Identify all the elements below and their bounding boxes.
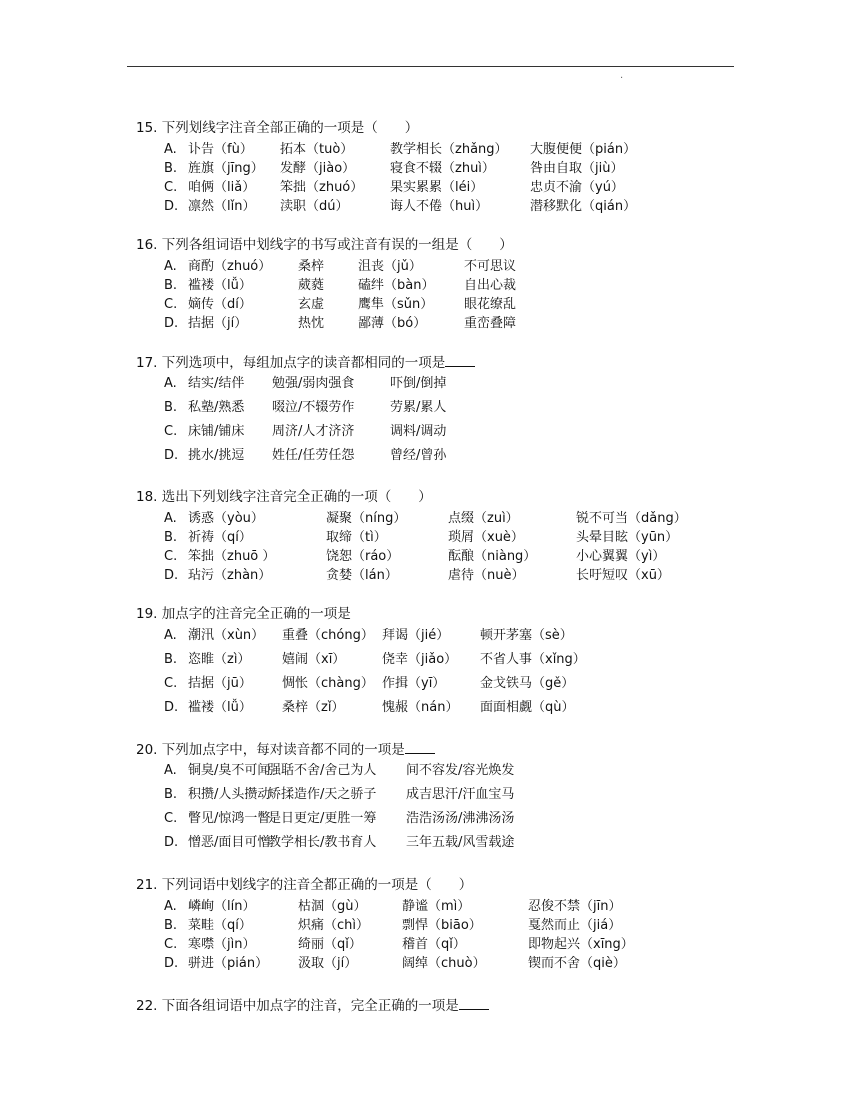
question-stem bbox=[136, 741, 435, 758]
option-letter: B. bbox=[164, 278, 178, 293]
option-item: 笨拙（zhuó） bbox=[280, 180, 364, 195]
option-letter: A. bbox=[164, 259, 177, 274]
option-item: 点缀（zuì） bbox=[448, 511, 519, 526]
option-item: 嶙峋（lín） bbox=[188, 899, 256, 914]
option-item: 剽悍（biāo） bbox=[402, 918, 482, 933]
option-item: 面面相觑（qù） bbox=[480, 700, 575, 715]
option-row[interactable] bbox=[136, 530, 736, 548]
question-stem bbox=[136, 877, 472, 893]
option-letter: B. bbox=[164, 652, 178, 667]
option-letter: C. bbox=[164, 811, 178, 826]
option-item: 凝聚（níng） bbox=[326, 511, 407, 526]
option-row[interactable] bbox=[136, 278, 736, 296]
option-letter: C. bbox=[164, 937, 178, 952]
option-item: 矫揉造作/天之骄子 bbox=[268, 787, 377, 802]
option-row[interactable] bbox=[136, 316, 736, 334]
option-item: 潮汛（xùn） bbox=[188, 628, 265, 643]
option-item: 琐屑（xuè） bbox=[448, 530, 524, 545]
option-row[interactable] bbox=[136, 448, 736, 466]
option-letter: B. bbox=[164, 918, 178, 933]
option-item: 绮丽（qǐ） bbox=[298, 937, 362, 952]
option-item: 拮据（jí） bbox=[188, 316, 248, 331]
option-item: 桑梓 bbox=[298, 259, 325, 274]
option-item: 褴褛（lǚ） bbox=[188, 278, 252, 293]
option-item: 咱俩（liǎ） bbox=[188, 180, 256, 195]
option-item: 忍俊不禁（jīn） bbox=[528, 899, 622, 914]
option-item: 咎由自取（jiù） bbox=[530, 161, 624, 176]
option-letter: B. bbox=[164, 787, 178, 802]
option-row[interactable] bbox=[136, 787, 736, 805]
option-row[interactable] bbox=[136, 700, 736, 718]
option-item: 菜畦（qí） bbox=[188, 918, 252, 933]
option-item: 浩浩汤汤/沸沸汤汤 bbox=[406, 811, 515, 826]
option-item: 姓任/任劳任怨 bbox=[272, 448, 355, 463]
option-item: 憎恶/面目可憎 bbox=[188, 835, 271, 850]
option-item: 眼花缭乱 bbox=[464, 297, 517, 312]
option-item: 玄虚 bbox=[298, 297, 325, 312]
answer-blank[interactable] bbox=[405, 741, 435, 754]
option-item: 铜臭/臭不可闻 bbox=[188, 763, 271, 778]
option-item: 三年五载/风雪载途 bbox=[406, 835, 515, 850]
option-row[interactable] bbox=[136, 142, 736, 160]
answer-blank[interactable] bbox=[459, 997, 489, 1010]
option-row[interactable] bbox=[136, 937, 736, 955]
option-item: 嫡传（dí） bbox=[188, 297, 252, 312]
option-letter: C. bbox=[164, 297, 178, 312]
option-item: 忠贞不渝（yú） bbox=[530, 180, 624, 195]
question-stem bbox=[136, 606, 351, 622]
option-letter: D. bbox=[164, 956, 179, 971]
question-stem-text: 15. 下列划线字注音全部正确的一项是（ ） bbox=[136, 120, 419, 136]
option-letter: A. bbox=[164, 628, 177, 643]
question-stem-text: 20. 下列加点字中，每对读音都不同的一项是 bbox=[136, 742, 405, 758]
option-row[interactable] bbox=[136, 549, 736, 567]
question-stem-text: 19. 加点字的注音完全正确的一项是 bbox=[136, 606, 351, 622]
option-item: 拜谒（jié） bbox=[382, 628, 450, 643]
option-item: 虐待（nuè） bbox=[448, 568, 525, 583]
option-letter: B. bbox=[164, 400, 178, 415]
option-letter: D. bbox=[164, 448, 179, 463]
option-row[interactable] bbox=[136, 376, 736, 394]
option-item: 惆怅（chàng） bbox=[282, 676, 374, 691]
question-stem-text: 17. 下列选项中，每组加点字的读音都相同的一项是 bbox=[136, 355, 446, 371]
option-letter: A. bbox=[164, 899, 177, 914]
option-item: 小心翼翼（yì） bbox=[576, 549, 666, 564]
option-item: 是日更定/更胜一筹 bbox=[268, 811, 377, 826]
option-letter: D. bbox=[164, 199, 179, 214]
option-item: 静谧（mì） bbox=[402, 899, 471, 914]
option-row[interactable] bbox=[136, 918, 736, 936]
question-stem bbox=[136, 237, 513, 253]
option-item: 床铺/铺床 bbox=[188, 424, 245, 439]
option-item: 愧赧（nán） bbox=[382, 700, 459, 715]
option-letter: A. bbox=[164, 376, 177, 391]
option-item: 勉强/弱肉强食 bbox=[272, 376, 355, 391]
option-item: 啜泣/不辍劳作 bbox=[272, 400, 355, 415]
question-stem-text: 21. 下列词语中划线字的注音全都正确的一项是（ ） bbox=[136, 877, 473, 893]
header-mark: . bbox=[620, 70, 624, 81]
option-item: 戛然而止（jiá） bbox=[528, 918, 622, 933]
option-item: 恣睢（zì） bbox=[188, 652, 251, 667]
option-item: 不省人事（xǐng） bbox=[480, 652, 586, 667]
option-item: 葳蕤 bbox=[298, 278, 325, 293]
option-item: 拮据（jū） bbox=[188, 676, 252, 691]
option-item: 诲人不倦（huì） bbox=[390, 199, 489, 214]
option-letter: B. bbox=[164, 161, 178, 176]
option-item: 嬉闹（xī） bbox=[282, 652, 346, 667]
option-letter: D. bbox=[164, 835, 179, 850]
option-item: 玷污（zhàn） bbox=[188, 568, 272, 583]
option-item: 阔绰（chuò） bbox=[402, 956, 486, 971]
option-item: 长吁短叹（xū） bbox=[576, 568, 670, 583]
option-item: 拓本（tuò） bbox=[280, 142, 354, 157]
option-row[interactable] bbox=[136, 259, 736, 277]
option-item: 调料/调动 bbox=[390, 424, 447, 439]
option-item: 自出心裁 bbox=[464, 278, 517, 293]
option-row[interactable] bbox=[136, 199, 736, 217]
option-item: 金戈铁马（gě） bbox=[480, 676, 575, 691]
option-item: 周济/人才济济 bbox=[272, 424, 355, 439]
option-item: 讣告（fù） bbox=[188, 142, 253, 157]
option-item: 潜移默化（qián） bbox=[530, 199, 637, 214]
option-item: 桑梓（zǐ） bbox=[282, 700, 345, 715]
option-item: 褴褛（lǚ） bbox=[188, 700, 252, 715]
option-letter: A. bbox=[164, 142, 177, 157]
option-letter: C. bbox=[164, 424, 178, 439]
option-item: 强聒不舍/舍己为人 bbox=[268, 763, 377, 778]
option-row[interactable] bbox=[136, 424, 736, 442]
option-letter: A. bbox=[164, 511, 177, 526]
option-item: 成吉思汗/汗血宝马 bbox=[406, 787, 515, 802]
option-item: 发酵（jiào） bbox=[280, 161, 356, 176]
option-row[interactable] bbox=[136, 400, 736, 418]
option-item: 酝酿（niàng） bbox=[448, 549, 537, 564]
question-stem-text: 18. 选出下列划线字注音完全正确的一项（ ） bbox=[136, 489, 432, 505]
option-item: 锲而不舍（qiè） bbox=[528, 956, 626, 971]
option-row[interactable] bbox=[136, 811, 736, 829]
option-item: 祈祷（qí） bbox=[188, 530, 252, 545]
option-item: 渎职（dú） bbox=[280, 199, 349, 214]
option-row[interactable] bbox=[136, 676, 736, 694]
option-item: 贪婪（lán） bbox=[326, 568, 398, 583]
option-item: 即物起兴（xīng） bbox=[528, 937, 634, 952]
option-item: 磕绊（bàn） bbox=[358, 278, 435, 293]
question-stem bbox=[136, 997, 489, 1014]
option-item: 寒噤（jìn） bbox=[188, 937, 256, 952]
option-item: 结实/结伴 bbox=[188, 376, 245, 391]
option-letter: D. bbox=[164, 700, 179, 715]
option-item: 顿开茅塞（sè） bbox=[480, 628, 573, 643]
header-rule bbox=[127, 66, 734, 67]
option-item: 凛然（lǐn） bbox=[188, 199, 256, 214]
option-item: 作揖（yī） bbox=[382, 676, 446, 691]
option-row[interactable] bbox=[136, 652, 736, 670]
option-item: 锐不可当（dǎng） bbox=[576, 511, 687, 526]
question-stem-text: 16. 下列各组词语中划线字的书写或注音有误的一组是（ ） bbox=[136, 237, 513, 253]
option-item: 寝食不辍（zhuì） bbox=[390, 161, 495, 176]
option-letter: B. bbox=[164, 530, 178, 545]
option-item: 劳累/累人 bbox=[390, 400, 447, 415]
option-letter: C. bbox=[164, 676, 178, 691]
option-row[interactable] bbox=[136, 180, 736, 198]
option-row[interactable] bbox=[136, 956, 736, 974]
option-row[interactable] bbox=[136, 161, 736, 179]
option-item: 教学相长（zhǎng） bbox=[390, 142, 508, 157]
answer-blank[interactable] bbox=[445, 354, 475, 367]
option-item: 沮丧（jǔ） bbox=[358, 259, 422, 274]
option-item: 枯涸（gù） bbox=[298, 899, 367, 914]
option-letter: A. bbox=[164, 763, 177, 778]
option-item: 瞥见/惊鸿一瞥 bbox=[188, 811, 271, 826]
option-item: 诱惑（yòu） bbox=[188, 511, 264, 526]
option-row[interactable] bbox=[136, 511, 736, 529]
option-item: 大腹便便（pián） bbox=[530, 142, 637, 157]
option-item: 旌旗（jīng） bbox=[188, 161, 264, 176]
option-item: 教学相长/教书育人 bbox=[268, 835, 377, 850]
option-row[interactable] bbox=[136, 763, 736, 781]
option-item: 鄙薄（bó） bbox=[358, 316, 427, 331]
option-row[interactable] bbox=[136, 297, 736, 315]
option-item: 饶恕（ráo） bbox=[326, 549, 400, 564]
option-row[interactable] bbox=[136, 835, 736, 853]
option-item: 积攒/人头攒动 bbox=[188, 787, 271, 802]
option-letter: C. bbox=[164, 549, 178, 564]
option-item: 笨拙（zhuō ） bbox=[188, 549, 276, 564]
option-item: 不可思议 bbox=[464, 259, 517, 274]
option-item: 曾经/曾孙 bbox=[390, 448, 447, 463]
question-stem bbox=[136, 489, 432, 505]
option-item: 吓倒/倒掉 bbox=[390, 376, 447, 391]
option-item: 汲取（jí） bbox=[298, 956, 358, 971]
option-letter: C. bbox=[164, 180, 178, 195]
option-item: 私塾/熟悉 bbox=[188, 400, 245, 415]
question-stem bbox=[136, 354, 475, 371]
option-item: 热忱 bbox=[298, 316, 325, 331]
option-letter: D. bbox=[164, 568, 179, 583]
option-item: 取缔（tì） bbox=[326, 530, 387, 545]
option-item: 重叠（chóng） bbox=[282, 628, 374, 643]
option-item: 果实累累（léi） bbox=[390, 180, 484, 195]
option-item: 商酌（zhuó） bbox=[188, 259, 272, 274]
option-letter: D. bbox=[164, 316, 179, 331]
option-item: 挑水/挑逗 bbox=[188, 448, 245, 463]
option-item: 骈进（pián） bbox=[188, 956, 269, 971]
option-item: 鹰隼（sǔn） bbox=[358, 297, 434, 312]
question-stem bbox=[136, 120, 418, 136]
option-item: 稽首（qǐ） bbox=[402, 937, 466, 952]
option-item: 炽痛（chì） bbox=[298, 918, 369, 933]
option-item: 重峦叠障 bbox=[464, 316, 517, 331]
option-row[interactable] bbox=[136, 628, 736, 646]
option-row[interactable] bbox=[136, 899, 736, 917]
option-row[interactable] bbox=[136, 568, 736, 586]
question-stem-text: 22. 下面各组词语中加点字的注音，完全正确的一项是 bbox=[136, 998, 459, 1014]
option-item: 侥幸（jiǎo） bbox=[382, 652, 458, 667]
option-item: 间不容发/容光焕发 bbox=[406, 763, 515, 778]
option-item: 头晕目眩（yūn） bbox=[576, 530, 679, 545]
